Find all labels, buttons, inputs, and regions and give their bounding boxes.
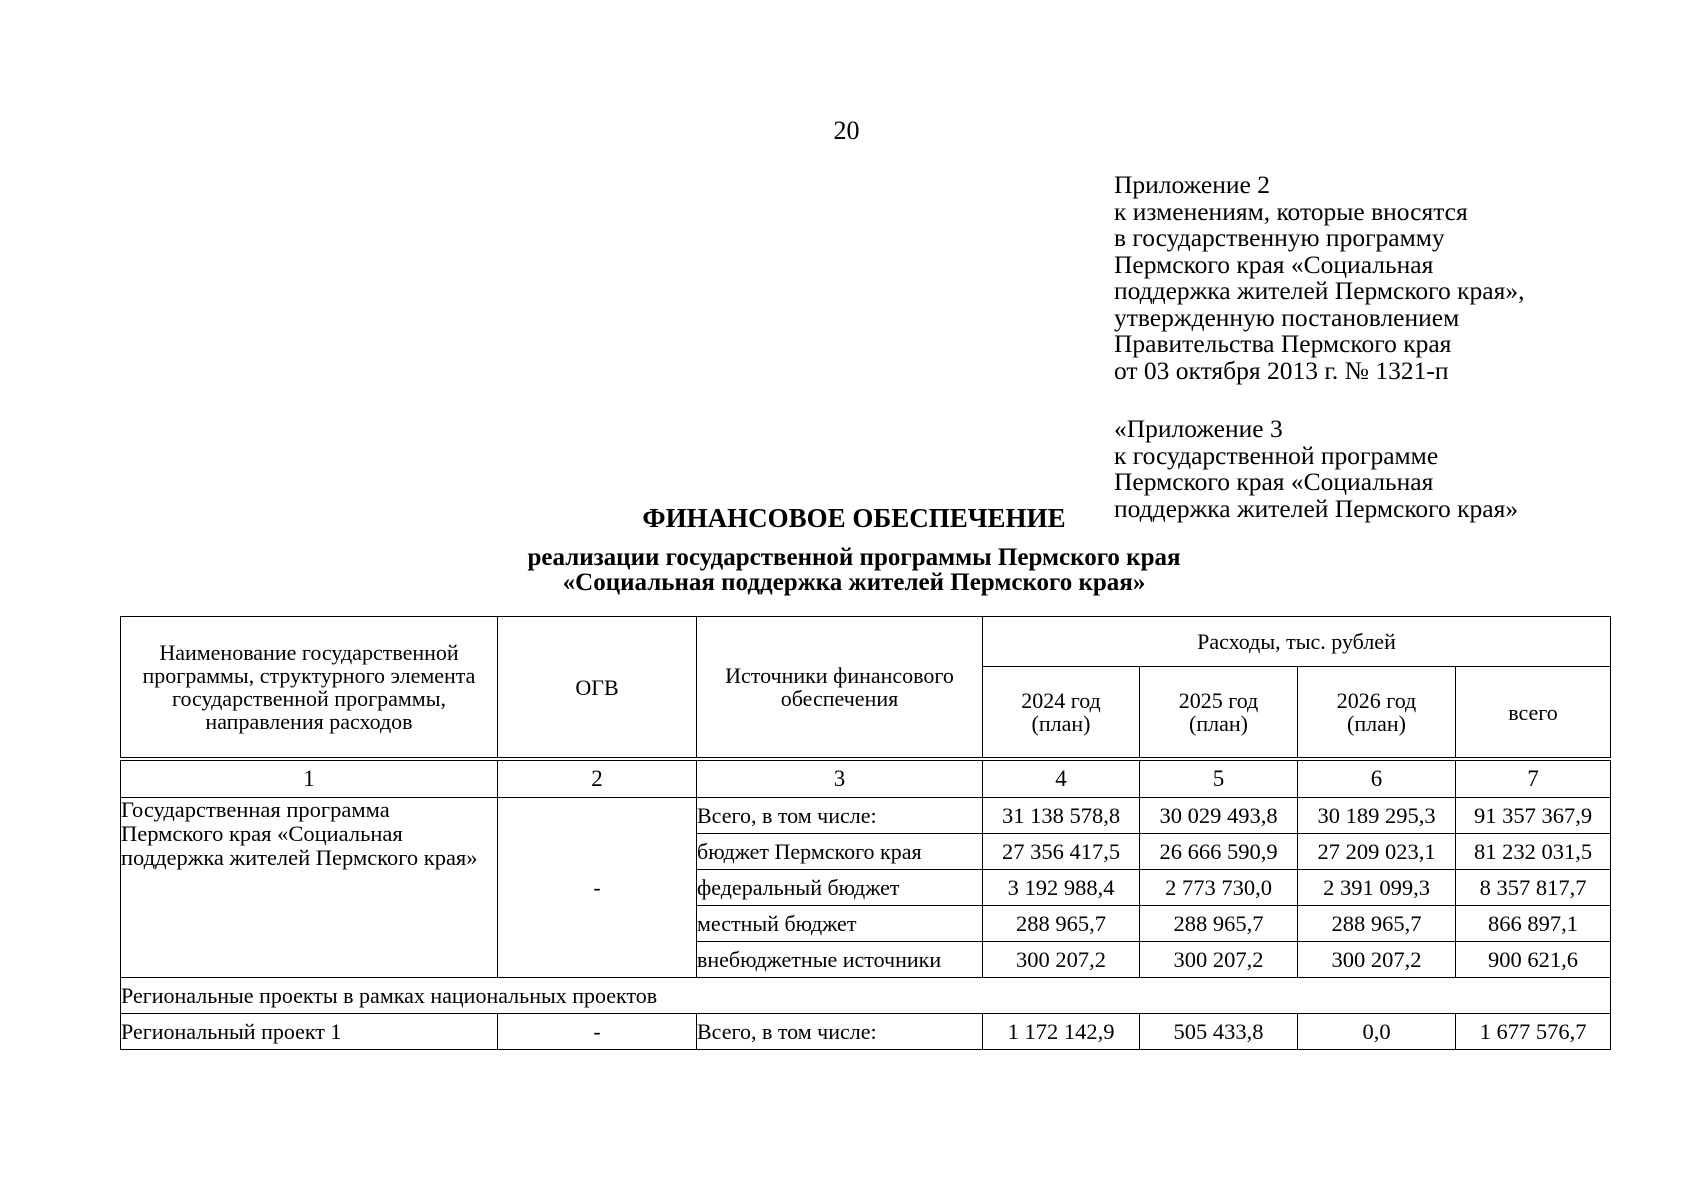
value-cell: 8 357 817,7: [1456, 870, 1611, 906]
header-2024: 2024 год (план): [983, 667, 1140, 760]
source-cell: местный бюджет: [697, 906, 983, 942]
value-cell: 300 207,2: [1140, 942, 1298, 978]
value-cell: 900 621,6: [1456, 942, 1611, 978]
value-cell: 288 965,7: [1298, 906, 1456, 942]
header-2025: 2025 год (план): [1140, 667, 1298, 760]
value-cell: 288 965,7: [983, 906, 1140, 942]
value-cell: 81 232 031,5: [1456, 834, 1611, 870]
document-subtitle: [0, 545, 1693, 595]
value-cell: 505 433,8: [1140, 1014, 1298, 1050]
appendix-line: Пермского края «Социальная: [1114, 467, 1434, 496]
program-name: Государственная программа Пермского края «Социальная поддержка жителей Пермского края»: [121, 798, 498, 978]
source-cell: бюджет Пермского края: [697, 834, 983, 870]
appendix-line: Пермского края «Социальная: [1114, 249, 1434, 279]
appendix-line: Приложение 2: [1114, 170, 1270, 199]
appendix-line: «Приложение 3: [1114, 414, 1283, 443]
appendix-line: поддержка жителей Пермского края»,: [1114, 276, 1525, 305]
value-cell: 2 773 730,0: [1140, 870, 1298, 906]
header-total: всего: [1456, 667, 1611, 760]
value-cell: 1 677 576,7: [1456, 1014, 1611, 1050]
value-cell: 30 029 493,8: [1140, 798, 1298, 834]
column-number: 2: [498, 759, 697, 798]
header-2026: 2026 год (план): [1298, 667, 1456, 760]
column-number: 3: [697, 759, 983, 798]
column-number: 1: [121, 759, 498, 798]
appendix-line: Правительства Пермского края: [1114, 329, 1452, 358]
value-cell: 30 189 295,3: [1298, 798, 1456, 834]
section-row: [121, 978, 1611, 1014]
header-expenses: Расходы, тыс. рублей: [983, 617, 1611, 667]
column-number: 5: [1140, 759, 1298, 798]
column-number: 6: [1298, 759, 1456, 798]
table-row: [121, 798, 1611, 834]
value-cell: 0,0: [1298, 1014, 1456, 1050]
value-cell: 2 391 099,3: [1298, 870, 1456, 906]
section-label: Региональные проекты в рамках национальных проектов: [121, 978, 1611, 1014]
value-cell: 288 965,7: [1140, 906, 1298, 942]
value-cell: 300 207,2: [1298, 942, 1456, 978]
table-row: [121, 1014, 1611, 1050]
value-cell: 866 897,1: [1456, 906, 1611, 942]
column-number: 7: [1456, 759, 1611, 798]
header-ogv: ОГВ: [498, 617, 697, 760]
source-cell: федеральный бюджет: [697, 870, 983, 906]
value-cell: 27 209 023,1: [1298, 834, 1456, 870]
page-number: 20: [833, 116, 860, 145]
appendix-block: [1114, 172, 1524, 522]
document-title: ФИНАНСОВОЕ ОБЕСПЕЧЕНИЕ: [642, 503, 1066, 533]
value-cell: 3 192 988,4: [983, 870, 1140, 906]
subtitle-line: «Социальная поддержка жителей Пермского края»: [562, 569, 1146, 596]
project-ogv: -: [498, 1014, 697, 1050]
header-name: Наименование государственной программы, структурного элемента государственной программы, направления расходов: [121, 617, 498, 760]
appendix-line: в государственную программу: [1114, 223, 1445, 252]
subtitle-line: реализации государственной программы Пермского края: [527, 544, 1181, 571]
source-cell: внебюджетные источники: [697, 942, 983, 978]
value-cell: 27 356 417,5: [983, 834, 1140, 870]
column-number: 4: [983, 759, 1140, 798]
value-cell: 300 207,2: [983, 942, 1140, 978]
appendix-line: утвержденную постановлением: [1114, 302, 1460, 332]
value-cell: 31 138 578,8: [983, 798, 1140, 834]
value-cell: 26 666 590,9: [1140, 834, 1298, 870]
source-cell: Всего, в том числе:: [697, 798, 983, 834]
appendix-line: поддержка жителей Пермского края»: [1114, 493, 1519, 523]
appendix-line: к изменениям, которые вносятся: [1114, 196, 1468, 226]
appendix-line: к государственной программе: [1114, 440, 1439, 470]
header-sources: Источники финансового обеспечения: [697, 617, 983, 760]
value-cell: 91 357 367,9: [1456, 798, 1611, 834]
program-ogv: -: [498, 798, 697, 978]
financing-table: [120, 616, 1611, 1050]
value-cell: 1 172 142,9: [983, 1014, 1140, 1050]
source-cell: Всего, в том числе:: [697, 1014, 983, 1050]
appendix-line: от 03 октября 2013 г. № 1321-п: [1114, 355, 1449, 385]
project-name: Региональный проект 1: [121, 1014, 498, 1050]
